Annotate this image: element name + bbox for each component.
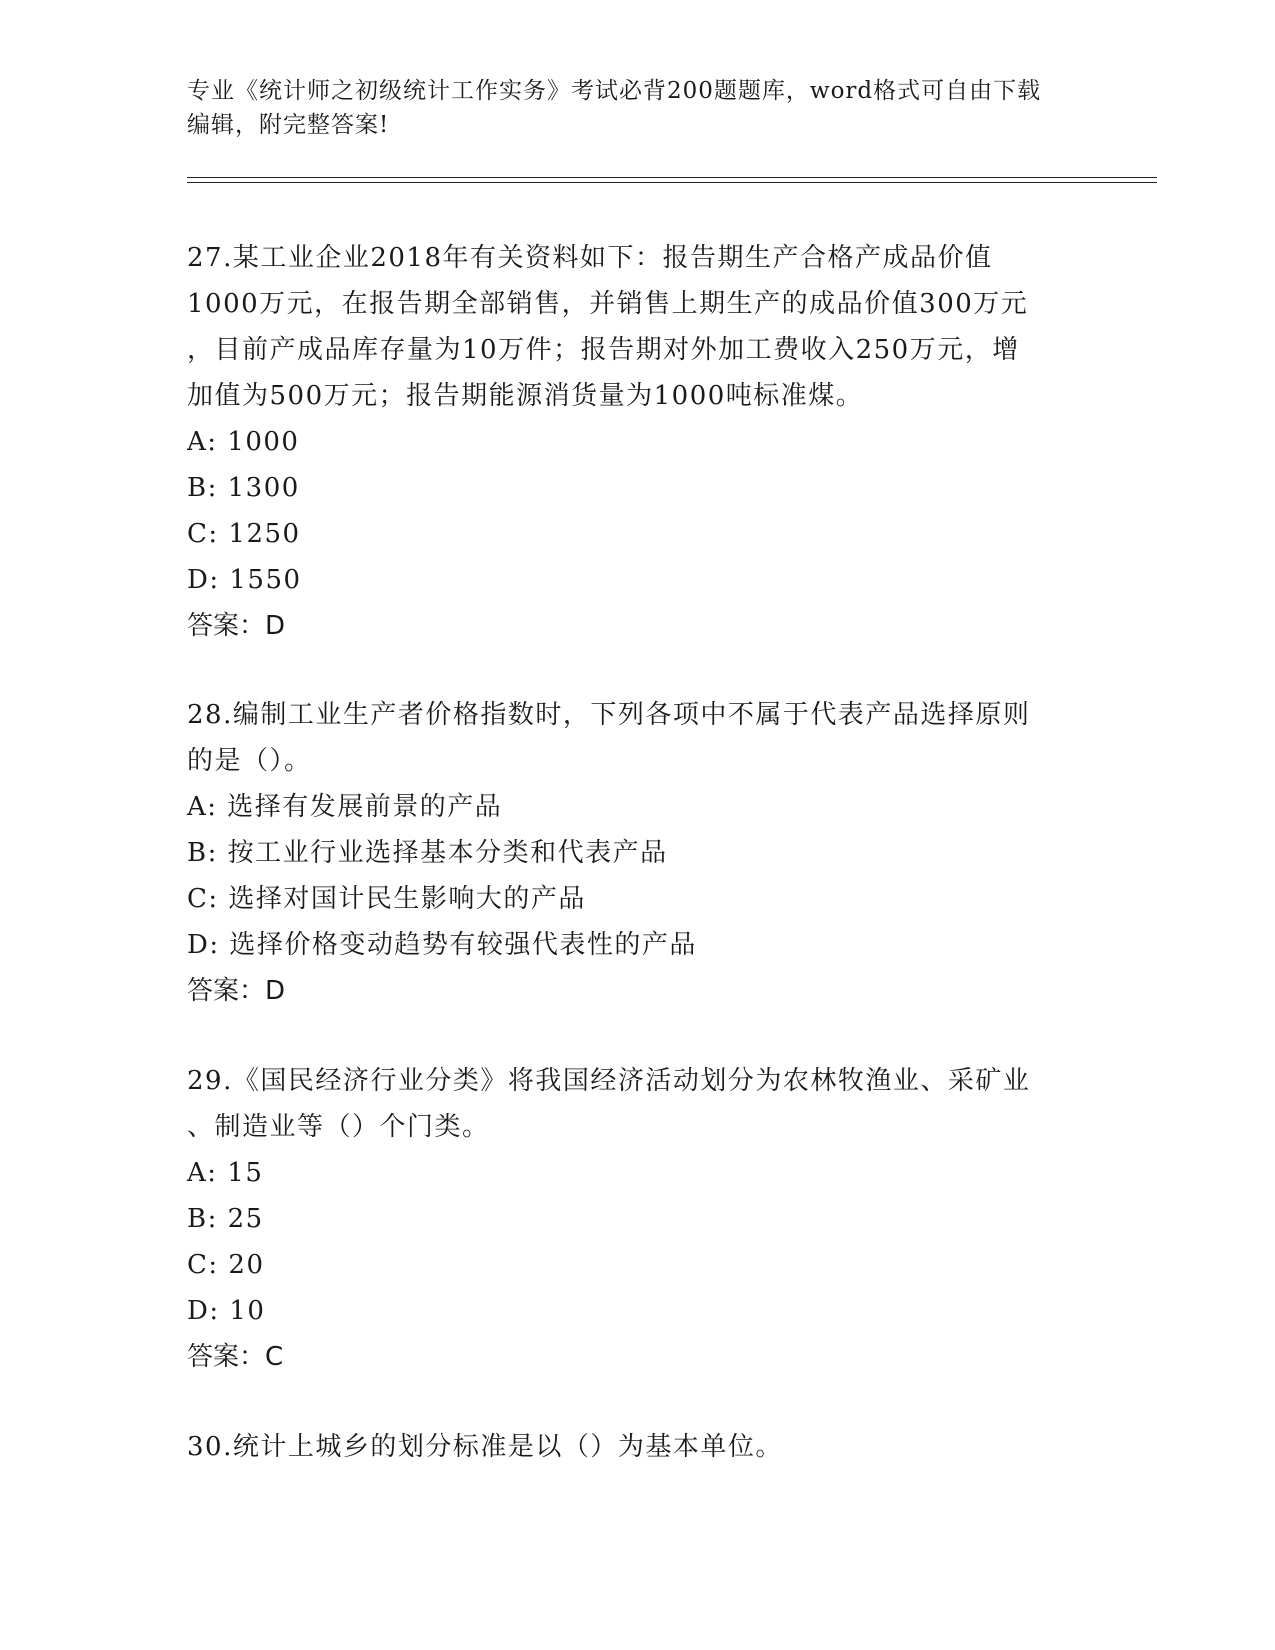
option-d: D: 10 (187, 1296, 266, 1326)
stem-line: 29.《国民经济行业分类》将我国经济活动划分为农林牧渔业、采矿业 (187, 1066, 1031, 1096)
stem-line: 1000万元，在报告期全部销售，并销售上期生产的成品价值300万元 (187, 289, 1029, 319)
stem-line: 的是（）。 (187, 746, 312, 776)
question-29 (187, 1058, 1087, 1380)
question-stem (187, 235, 1087, 419)
option-b: B: 按工业行业选择基本分类和代表产品 (187, 838, 668, 868)
question-27 (187, 235, 1087, 649)
question-stem (187, 1424, 1087, 1470)
header-divider-top (187, 177, 1157, 178)
option-d: D: 选择价格变动趋势有较强代表性的产品 (187, 930, 697, 960)
header-divider-bottom (187, 182, 1157, 183)
option-c: C: 1250 (187, 519, 301, 549)
question-28 (187, 692, 1087, 1014)
option-b: B: 25 (187, 1204, 264, 1234)
header-line-1: 专业《统计师之初级统计工作实务》考试必背200题题库，word格式可自由下载 (187, 78, 1042, 104)
option-b: B: 1300 (187, 473, 300, 503)
question-30 (187, 1424, 1087, 1470)
header-line-2: 编辑，附完整答案! (187, 112, 390, 138)
option-a: A: 选择有发展前景的产品 (187, 792, 503, 822)
stem-line: 28.编制工业生产者价格指数时，下列各项中不属于代表产品选择原则 (187, 700, 1031, 730)
option-c: C: 20 (187, 1250, 265, 1280)
option-d: D: 1550 (187, 565, 302, 595)
answer-label: 答案：D (187, 611, 286, 641)
option-c: C: 选择对国计民生影响大的产品 (187, 884, 586, 914)
question-stem (187, 1058, 1087, 1150)
stem-line: 27.某工业企业2018年有关资料如下：报告期生产合格产成品价值 (187, 243, 993, 273)
stem-line: ，目前产成品库存量为10万件；报告期对外加工费收入250万元，增 (187, 335, 1020, 365)
question-stem (187, 692, 1087, 784)
document-header (187, 74, 1087, 142)
stem-line: 加值为500万元；报告期能源消货量为1000吨标准煤。 (187, 381, 864, 411)
answer-label: 答案：C (187, 1342, 284, 1372)
option-a: A: 15 (187, 1158, 264, 1188)
stem-line: 、制造业等（）个门类。 (187, 1112, 490, 1142)
option-a: A: 1000 (187, 427, 300, 457)
stem-line: 30.统计上城乡的划分标准是以（）为基本单位。 (187, 1432, 783, 1462)
answer-label: 答案：D (187, 976, 286, 1006)
